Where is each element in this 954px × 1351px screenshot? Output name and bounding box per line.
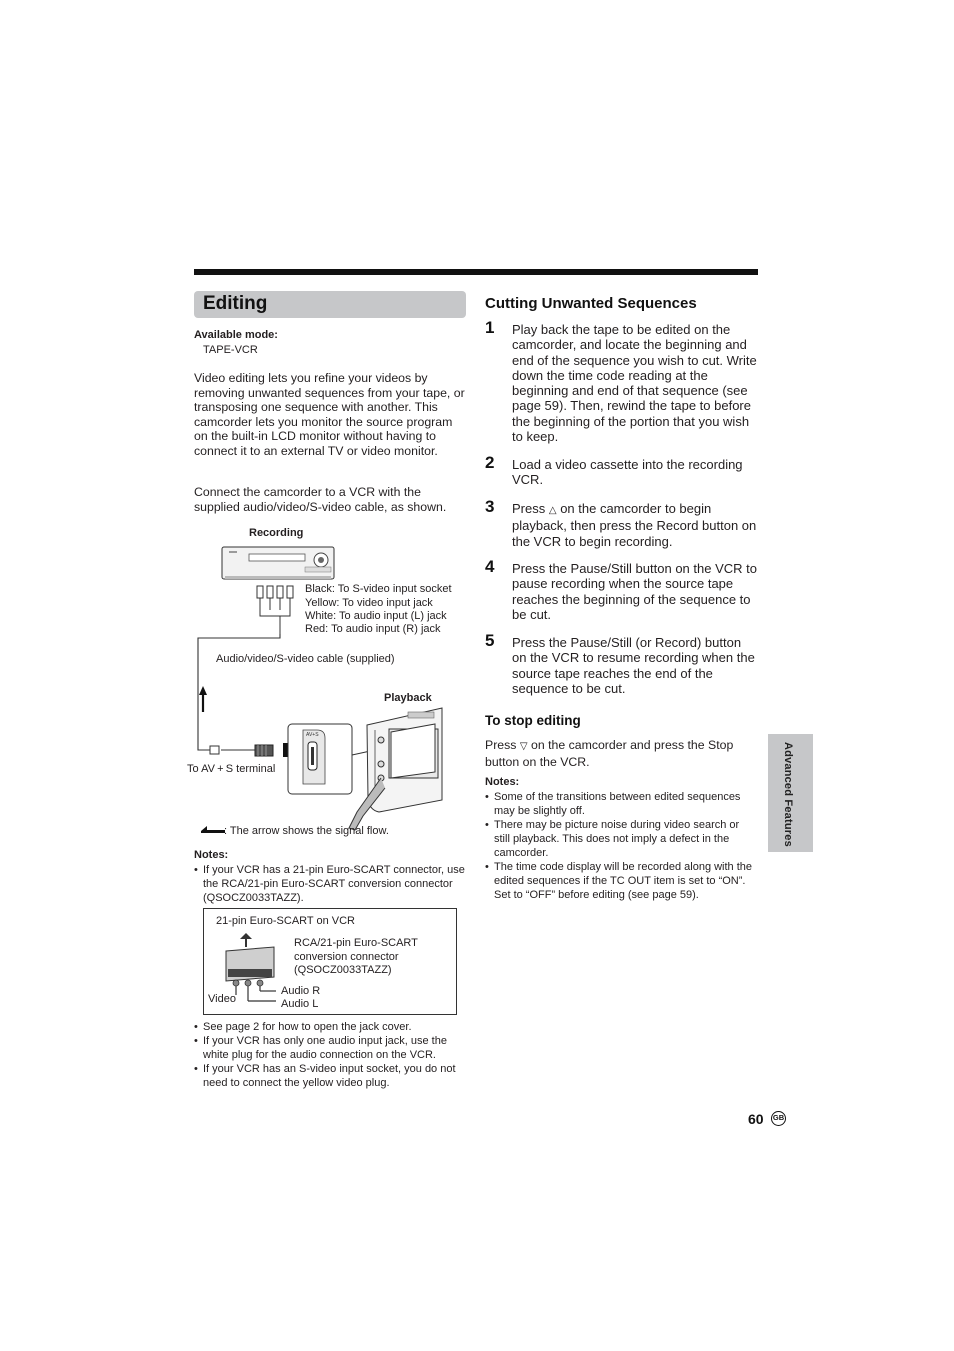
step-3-text [512,501,758,549]
section-title: Editing [203,293,268,314]
vcr-illustration [222,547,334,579]
right-note-3: • The time code display will be recorded along with the edited sequences if the TC OUT item is set to “ON”. Set to “OFF” before editing (see page 59). [485,860,757,902]
rca-plugs [257,586,293,634]
connect-paragraph: Connect the camcorder to a VCR with the supplied audio/video/S-video cable, as shown. [194,485,447,514]
step-2-text: Load a video cassette into the recording VCR. [512,457,743,488]
jack-inset [288,724,352,794]
arrow-caption: : The arrow shows the signal flow. [224,825,389,837]
step-5-number: 5 [485,631,495,650]
camcorder-illustration [349,708,442,830]
play-triangle-icon: △ [548,505,557,516]
available-mode-value: TAPE-VCR [203,344,258,356]
page-number: 60 [748,1111,764,1127]
left-note-1: • If your VCR has a 21-pin Euro-SCART connector, use the RCA/21-pin Euro-SCART conversion connector (QSOCZ0033TAZZ). [194,863,468,905]
stop-press: Press [485,738,517,752]
step-3-rest: on the camcorder to begin playback, then press the Record button on the VCR to begin recording. [512,501,757,549]
step-3-press: Press [512,501,546,516]
left-notes-list-2 [194,1020,468,1090]
stop-rest: on the camcorder and press the Stop button on the VCR. [485,738,734,769]
scart-connector-line2: conversion connector [294,951,399,963]
step-2-number: 2 [485,453,495,472]
av-s-text: AV+S [306,732,319,738]
scart-connector-line3: (QSOCZ0033TAZZ) [294,964,392,976]
legend-arrow-icon [201,826,225,833]
side-tab-label: Advanced Features [782,742,794,847]
plug-black-label: Black: To S-video input socket [305,583,452,595]
left-notes-list-1 [194,863,468,905]
right-notes-list [485,790,757,902]
left-notes-heading: Notes: [194,849,229,861]
terminal-label: To AV + S terminal [187,763,276,775]
plug-white-label: White: To audio input (L) jack [305,610,447,622]
scart-title: 21-pin Euro-SCART on VCR [216,915,355,927]
available-mode-label: Available mode: [194,329,278,341]
top-rule [194,269,758,275]
playback-label: Playback [384,692,432,704]
scart-box [203,908,457,1015]
step-4-number: 4 [485,557,495,576]
side-tab [768,734,813,852]
right-note-2: • There may be picture noise during video search or still playback. This does not imply a defect in the camcorder. [485,818,757,860]
stop-heading: To stop editing [485,713,581,728]
step-1-number: 1 [485,318,495,337]
plug-yellow-label: Yellow: To video input jack [305,597,433,609]
scart-connector-line1: RCA/21-pin Euro-SCART [294,937,418,949]
stop-triangle-icon: ▽ [519,741,528,752]
right-notes-heading: Notes: [485,776,520,788]
scart-audio-r-label: Audio R [281,985,321,997]
left-note-2: • See page 2 for how to open the jack cover. [194,1020,468,1034]
intro-paragraph: Video editing lets you refine your videos by removing unwanted sequences from your tape, or transposing one sequence with another. This camcorder lets you monitor the source program on the built-in LCD monitor without having to connect it to an external TV or video monitor. [194,371,465,458]
stop-text [485,738,757,769]
cutting-heading: Cutting Unwanted Sequences [485,295,697,312]
scart-video-label: Video [208,993,236,1005]
cable-label: Audio/video/S-video cable (supplied) [216,653,395,665]
step-3-number: 3 [485,497,495,516]
recording-label: Recording [249,527,304,539]
right-note-1: • Some of the transitions between edited sequences may be slightly off. [485,790,757,818]
scart-audio-l-label: Audio L [281,998,319,1010]
section-title-box [194,291,466,318]
plug-red-label: Red: To audio input (R) jack [305,623,441,635]
cable-ferrite [210,746,219,754]
left-note-3: • If your VCR has only one audio input jack, use the white plug for the audio connection on the VCR. [194,1034,468,1062]
signal-arrow [199,686,207,712]
step-4-text: Press the Pause/Still button on the VCR to pause recording when the source tape reaches the beginning of the sequence to be cut. [512,561,757,622]
gb-region-icon: GB [771,1111,786,1126]
step-5-text: Press the Pause/Still (or Record) button on the VCR to resume recording when the source tape reaches the end of the sequence to be cut. [512,635,755,696]
left-note-4: • If your VCR has an S-video input socket, you do not need to connect the yellow video plug. [194,1062,468,1090]
step-1-text: Play back the tape to be edited on the camcorder, and locate the beginning and end of the sequence you wish to cut. Write down the time code reading at the beginning and end of that sequence (see page 59). Then, rewind the tape to before the beginning of the portion that you wish to keep. [512,322,757,445]
